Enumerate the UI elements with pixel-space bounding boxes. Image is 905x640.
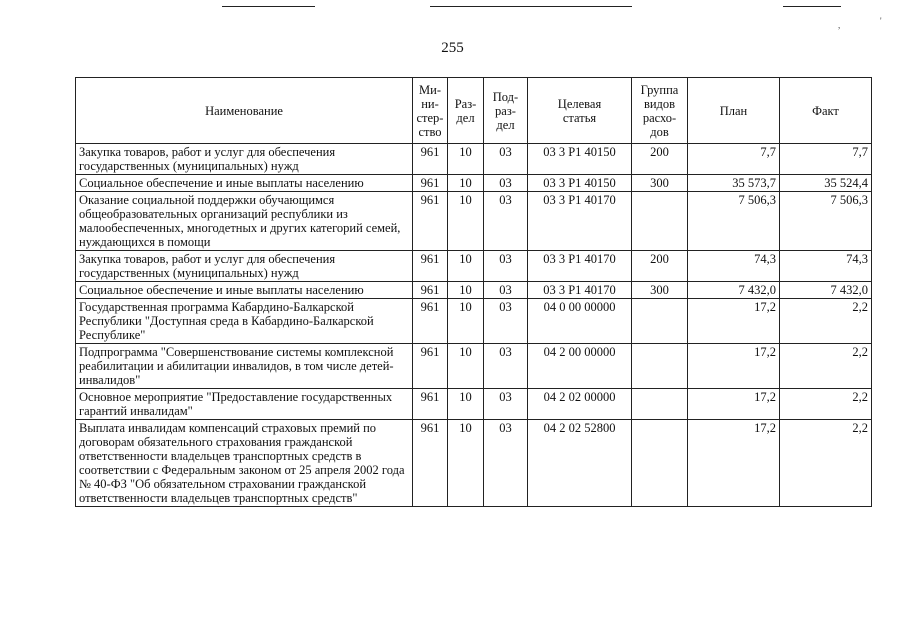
row-group	[632, 192, 688, 251]
row-group	[632, 299, 688, 344]
table-row	[76, 144, 872, 175]
scan-speck: ,	[838, 20, 841, 30]
col-header-fact: Факт	[780, 78, 872, 144]
col-header-target: Целевая статья	[528, 78, 632, 144]
row-ministry: 961	[413, 282, 448, 299]
row-plan: 17,2	[688, 420, 780, 507]
row-target: 03 3 P1 40170	[528, 282, 632, 299]
row-plan: 17,2	[688, 299, 780, 344]
row-group	[632, 389, 688, 420]
row-name: Подпрограмма "Совершенствование системы комплексной реабилитации и абилитации инвалидов, в том числе детей-инвалидов"	[76, 344, 413, 389]
col-header-subsection: Под- раз- дел	[484, 78, 528, 144]
row-subsection: 03	[484, 192, 528, 251]
table-row	[76, 344, 872, 389]
row-ministry: 961	[413, 192, 448, 251]
row-ministry: 961	[413, 344, 448, 389]
budget-table	[75, 77, 872, 507]
table-row	[76, 192, 872, 251]
row-target: 03 3 P1 40170	[528, 251, 632, 282]
row-target: 04 2 02 52800	[528, 420, 632, 507]
row-name: Основное мероприятие "Предоставление государственных гарантий инвалидам"	[76, 389, 413, 420]
header-rule-3	[783, 6, 841, 7]
row-fact: 2,2	[780, 420, 872, 507]
row-group: 200	[632, 144, 688, 175]
row-ministry: 961	[413, 251, 448, 282]
row-fact: 35 524,4	[780, 175, 872, 192]
row-ministry: 961	[413, 175, 448, 192]
table-row	[76, 175, 872, 192]
header-rule-2	[430, 6, 632, 7]
col-header-group: Группа видов расхо- дов	[632, 78, 688, 144]
row-group: 200	[632, 251, 688, 282]
row-plan: 74,3	[688, 251, 780, 282]
row-section: 10	[448, 192, 484, 251]
table-row	[76, 282, 872, 299]
row-fact: 74,3	[780, 251, 872, 282]
row-fact: 2,2	[780, 344, 872, 389]
row-subsection: 03	[484, 251, 528, 282]
table-row	[76, 389, 872, 420]
row-plan: 17,2	[688, 389, 780, 420]
row-subsection: 03	[484, 282, 528, 299]
row-section: 10	[448, 420, 484, 507]
row-group: 300	[632, 175, 688, 192]
row-plan: 35 573,7	[688, 175, 780, 192]
row-name: Закупка товаров, работ и услуг для обеспечения государственных (муниципальных) нужд	[76, 144, 413, 175]
row-target: 04 2 02 00000	[528, 389, 632, 420]
row-fact: 7 432,0	[780, 282, 872, 299]
scan-speck: '	[880, 16, 882, 26]
row-ministry: 961	[413, 389, 448, 420]
row-section: 10	[448, 389, 484, 420]
row-section: 10	[448, 299, 484, 344]
row-group: 300	[632, 282, 688, 299]
table-row	[76, 420, 872, 507]
row-section: 10	[448, 175, 484, 192]
row-ministry: 961	[413, 144, 448, 175]
row-subsection: 03	[484, 389, 528, 420]
header-rule-1	[222, 6, 315, 7]
row-section: 10	[448, 282, 484, 299]
page-number: 255	[441, 40, 464, 56]
row-ministry: 961	[413, 420, 448, 507]
row-target: 04 2 00 00000	[528, 344, 632, 389]
col-header-section: Раз- дел	[448, 78, 484, 144]
row-plan: 17,2	[688, 344, 780, 389]
row-name: Социальное обеспечение и иные выплаты населению	[76, 282, 413, 299]
row-fact: 2,2	[780, 299, 872, 344]
row-target: 03 3 P1 40150	[528, 144, 632, 175]
row-section: 10	[448, 144, 484, 175]
row-group	[632, 420, 688, 507]
row-plan: 7,7	[688, 144, 780, 175]
row-name: Государственная программа Кабардино-Балкарской Республики "Доступная среда в Кабардино-Балкарской Республике"	[76, 299, 413, 344]
row-section: 10	[448, 344, 484, 389]
col-header-plan: План	[688, 78, 780, 144]
row-name: Выплата инвалидам компенсаций страховых премий по договорам обязательного страхования гражданской ответственности владельцев транспортных средств в соответствии с Федеральным законом от 25 апреля 2002 года № 40-ФЗ "Об обязательном страховании гражданской ответственности владельцев транспортных средств"	[76, 420, 413, 507]
row-target: 03 3 P1 40150	[528, 175, 632, 192]
row-subsection: 03	[484, 175, 528, 192]
row-plan: 7 432,0	[688, 282, 780, 299]
row-subsection: 03	[484, 344, 528, 389]
table-row	[76, 251, 872, 282]
row-subsection: 03	[484, 299, 528, 344]
col-header-name: Наименование	[76, 78, 413, 144]
row-section: 10	[448, 251, 484, 282]
col-header-ministry: Ми- ни- стер- ство	[413, 78, 448, 144]
row-fact: 7,7	[780, 144, 872, 175]
row-name: Оказание социальной поддержки обучающимся общеобразовательных организаций республики из малообеспеченных, многодетных и других категорий семей, нуждающихся в помощи	[76, 192, 413, 251]
row-target: 04 0 00 00000	[528, 299, 632, 344]
row-group	[632, 344, 688, 389]
row-name: Закупка товаров, работ и услуг для обеспечения государственных (муниципальных) нужд	[76, 251, 413, 282]
row-plan: 7 506,3	[688, 192, 780, 251]
table-header-row	[76, 78, 872, 144]
row-ministry: 961	[413, 299, 448, 344]
row-name: Социальное обеспечение и иные выплаты населению	[76, 175, 413, 192]
row-subsection: 03	[484, 420, 528, 507]
row-target: 03 3 P1 40170	[528, 192, 632, 251]
row-fact: 7 506,3	[780, 192, 872, 251]
row-fact: 2,2	[780, 389, 872, 420]
row-subsection: 03	[484, 144, 528, 175]
table-row	[76, 299, 872, 344]
